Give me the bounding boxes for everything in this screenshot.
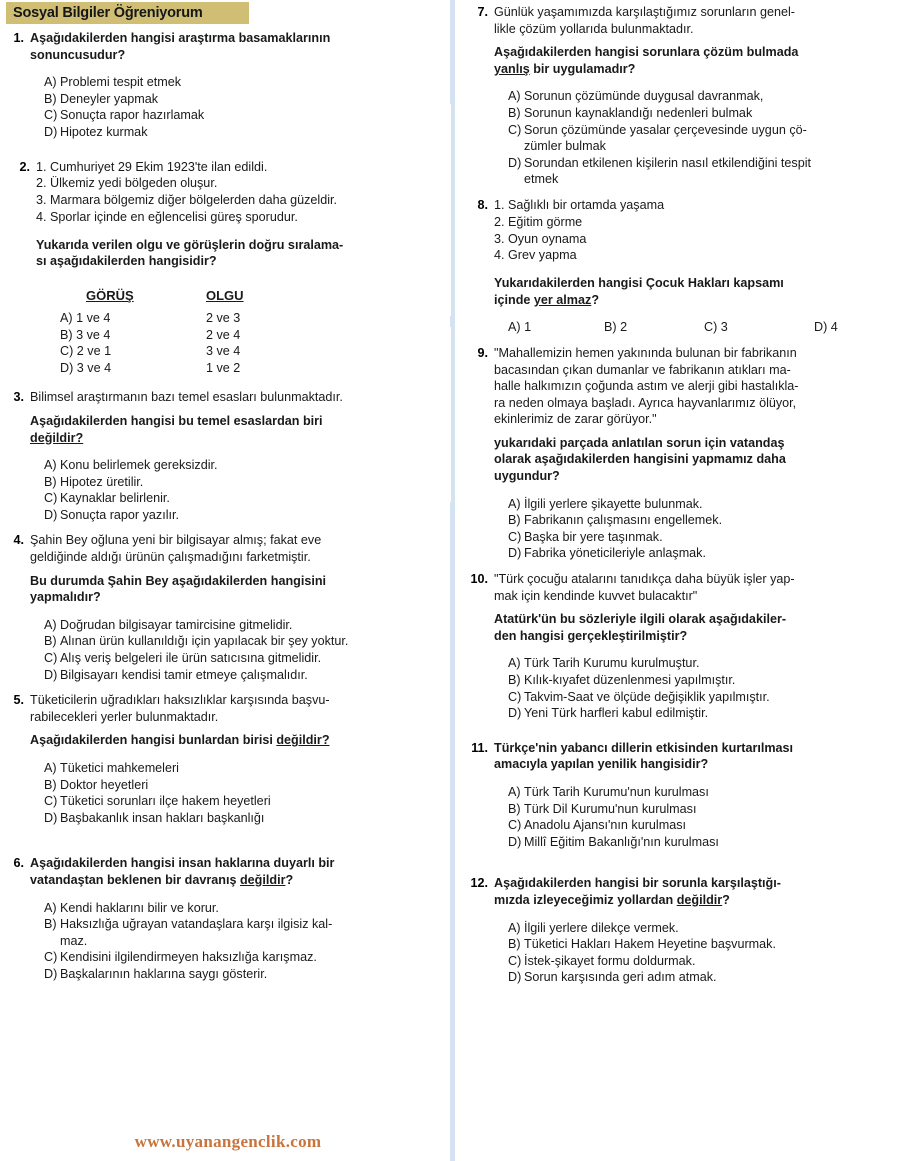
option-letter: A): [508, 656, 521, 671]
option-b[interactable]: [44, 916, 444, 933]
cell-value: 2 ve 3: [206, 310, 241, 325]
option-c[interactable]: [508, 953, 902, 970]
option-letter: B): [508, 673, 521, 687]
option-text: İstek-şikayet formu doldurmak.: [524, 953, 696, 968]
option-text: etmek: [524, 172, 559, 187]
column-divider-notch: [447, 104, 451, 316]
option-b[interactable]: [508, 936, 902, 953]
option-text: Fabrika yöneticileriyle anlaşmak.: [524, 546, 706, 561]
option-list: [30, 457, 444, 523]
option-letter: B): [44, 634, 57, 649]
question-number: 7.: [477, 5, 488, 19]
question-8: [462, 197, 902, 336]
option-letter: D): [44, 667, 58, 682]
option-text: Yeni Türk harfleri kabul edilmiştir.: [524, 706, 709, 721]
question-number: 8.: [477, 197, 488, 212]
option-a[interactable]: [44, 74, 444, 91]
table-row[interactable]: [60, 343, 444, 360]
column-header-olgu: OLGU: [206, 287, 244, 303]
option-a[interactable]: [44, 457, 444, 474]
option-d[interactable]: [44, 124, 444, 141]
list-item: 1. Cumhuriyet 29 Ekim 1923'te ilan edildi.: [36, 159, 268, 174]
option-b[interactable]: [508, 801, 902, 818]
question-stem-suffix: ?: [285, 872, 294, 887]
option-text: Sorun çözümünde yasalar çerçevesinde uygun çö-: [524, 122, 807, 137]
answer-table: [36, 286, 444, 376]
question-stem: sı aşağıdakilerden hangisidir?: [36, 254, 217, 269]
option-a[interactable]: [508, 496, 902, 513]
option-c[interactable]: C) 3: [704, 320, 728, 335]
question-stem-negation: değildir: [239, 872, 286, 887]
question-stem: [494, 61, 902, 78]
question-number: 3.: [13, 390, 24, 405]
site-watermark: www.uyanangenclik.com: [134, 1132, 322, 1151]
option-list-inline: [494, 319, 902, 336]
question-stem: olarak aşağıdakilerden hangisini yapmamız daha: [494, 452, 786, 467]
question-stem: yapmalıdır?: [30, 590, 101, 605]
option-d[interactable]: [44, 966, 444, 983]
option-c[interactable]: [44, 107, 444, 124]
numbered-item-list: [36, 159, 444, 226]
option-b-cont: [44, 933, 444, 950]
option-a[interactable]: A) 1: [508, 320, 532, 335]
option-a[interactable]: [508, 920, 902, 937]
question-intro: Şahin Bey oğluna yeni bir bilgisayar almış; fakat eve: [30, 533, 322, 548]
question-stem: Atatürk'ün bu sözleriyle ilgili olarak aşağıdakiler-: [494, 612, 787, 627]
option-letter: B): [508, 513, 521, 528]
cell-value: 2 ve 4: [206, 327, 241, 342]
option-text: zümler bulmak: [524, 139, 606, 154]
option-text: Deneyler yapmak: [60, 91, 158, 106]
passage-line: halle halkımızın çoğunda astım ve alerji gibi hastalıkla-: [494, 379, 799, 394]
option-c[interactable]: [44, 490, 444, 507]
option-c[interactable]: [508, 122, 902, 139]
question-9: [462, 345, 902, 562]
question-intro: likle çözüm yollarıda bulunmaktadır.: [494, 21, 694, 36]
option-letter: D): [508, 546, 522, 561]
option-text: Haksızlığa uğrayan vatandaşlara karşı ilgisiz kal-: [60, 917, 333, 932]
option-c[interactable]: [44, 793, 444, 810]
question-4: [4, 532, 444, 683]
option-list: [30, 900, 444, 983]
passage-line: mak için kendinde kuvvet bulacaktır": [494, 588, 698, 603]
option-text: Doktor heyetleri: [60, 777, 149, 792]
passage-line: bacasından çıkan dumanlar ve fabrikanın atıkları ma-: [494, 362, 791, 377]
option-letter: B): [508, 801, 521, 816]
option-text: Kaynaklar belirlenir.: [60, 491, 170, 506]
option-letter: B): [44, 917, 57, 932]
cell-option: A) 1 ve 4: [60, 310, 111, 325]
option-letter: D): [508, 970, 522, 985]
question-intro: rabilecekleri yerler bulunmaktadır.: [30, 709, 219, 724]
option-b[interactable]: [44, 474, 444, 491]
option-d[interactable]: [508, 155, 902, 172]
option-d[interactable]: D) 4: [814, 320, 838, 335]
option-letter: D): [508, 706, 522, 721]
option-c[interactable]: [44, 949, 444, 966]
option-b[interactable]: B) 2: [604, 320, 628, 335]
table-header-row: [60, 286, 444, 306]
question-stem: [30, 430, 444, 447]
option-d-cont: [508, 171, 902, 188]
option-text: Başkalarının haklarına saygı gösterir.: [60, 966, 268, 981]
option-letter: D): [44, 124, 58, 139]
option-list: [494, 496, 902, 562]
option-text: Hipotez üretilir.: [60, 474, 144, 489]
option-text: Tüketici Hakları Hakem Heyetine başvurmak.: [524, 937, 776, 952]
option-list: [494, 655, 902, 721]
left-column: [4, 0, 444, 985]
option-text: Türk Tarih Kurumu kurulmuştur.: [524, 656, 700, 671]
option-text: Sonuçta rapor yazılır.: [60, 507, 180, 522]
question-stem: Yukarıdakilerden hangisi Çocuk Hakları kapsamı: [494, 276, 784, 291]
question-stem-negation: değildir?: [30, 430, 84, 445]
option-letter: D): [44, 507, 58, 522]
question-number: 12.: [470, 876, 488, 891]
question-intro: Günlük yaşamımızda karşılaştığımız sorunların genel-: [494, 5, 795, 19]
option-text: Başbakanlık insan hakları başkanlığı: [60, 810, 265, 825]
option-b[interactable]: [508, 512, 902, 529]
question-stem: [30, 732, 444, 749]
option-list: [30, 74, 444, 140]
question-stem: Türkçe'nin yabancı dillerin etkisinden kurtarılması: [494, 740, 794, 755]
option-letter: B): [44, 91, 57, 106]
option-text: Konu belirlemek gereksizdir.: [60, 458, 218, 473]
option-letter: B): [508, 937, 521, 952]
option-text: Millî Eğitim Bakanlığı'nın kurulması: [524, 834, 719, 849]
question-stem-negation: değildir: [676, 892, 723, 907]
option-letter: B): [44, 474, 57, 489]
option-text: Başka bir yere taşınmak.: [524, 529, 663, 544]
question-stem: Aşağıdakilerden hangisi araştırma basamaklarının: [30, 31, 331, 45]
question-stem-negation: değildir?: [276, 733, 330, 748]
option-letter: A): [508, 784, 521, 799]
option-letter: C): [508, 529, 522, 544]
option-text: Sorunun kaynaklandığı nedenleri bulmak: [524, 105, 753, 120]
question-stem: Aşağıdakilerden hangisi insan haklarına duyarlı bir: [30, 856, 335, 871]
table-row[interactable]: [60, 360, 444, 377]
option-text: Tüketici sorunları ilçe hakem heyetleri: [60, 794, 271, 809]
option-text: Kendisini ilgilendirmeyen haksızlığa karışmaz.: [60, 950, 317, 965]
passage-line: ekinlerimiz de zarar görüyor.": [494, 412, 657, 427]
option-d[interactable]: [508, 545, 902, 562]
option-text: Doğrudan bilgisayar tamircisine gitmelidir.: [60, 617, 293, 632]
option-letter: A): [508, 920, 521, 935]
question-stem-suffix: ?: [591, 292, 600, 307]
question-stem: [494, 892, 902, 909]
option-d[interactable]: [44, 507, 444, 524]
cell-option: C) 2 ve 1: [60, 344, 112, 359]
footer: [0, 1132, 456, 1152]
passage-line: ra neden olmaya başladı. Ayrıca hayvanlarımız ölüyor,: [494, 395, 797, 410]
option-d[interactable]: [508, 705, 902, 722]
question-number: 1.: [13, 31, 24, 45]
question-1: [4, 30, 444, 141]
option-letter: C): [44, 651, 58, 666]
option-letter: C): [508, 689, 522, 704]
question-stem-negation: yanlış: [494, 61, 530, 76]
option-text: Fabrikanın çalışmasını engellemek.: [524, 513, 723, 528]
option-text: Tüketici mahkemeleri: [60, 761, 179, 775]
option-a[interactable]: [508, 655, 902, 672]
option-c[interactable]: [508, 529, 902, 546]
list-item: 3. Oyun oynama: [494, 231, 587, 246]
option-letter: C): [508, 818, 522, 833]
option-letter: C): [44, 794, 58, 809]
option-d[interactable]: [508, 834, 902, 851]
question-number: 9.: [477, 345, 488, 360]
option-b[interactable]: [44, 633, 444, 650]
option-letter: A): [44, 458, 57, 473]
question-stem: [494, 292, 902, 309]
option-text: İlgili yerlere şikayette bulunmak.: [524, 496, 703, 511]
numbered-item-list: [494, 197, 902, 264]
question-stem: Aşağıdakilerden hangisi sorunlara çözüm bulmada: [494, 45, 799, 60]
option-letter: B): [44, 777, 57, 792]
question-stem: Aşağıdakilerden hangisi bu temel esaslardan biri: [30, 413, 323, 428]
option-a[interactable]: [44, 617, 444, 634]
question-stem-negation: yer almaz: [533, 292, 592, 307]
question-stem-suffix: ?: [722, 892, 730, 907]
question-stem: amacıyla yapılan yenilik hangisidir?: [494, 757, 709, 772]
option-letter: B): [508, 105, 521, 120]
option-text: Problemi tespit etmek: [60, 75, 182, 90]
question-stem-text: içinde: [494, 292, 534, 307]
option-d[interactable]: [508, 969, 902, 986]
option-a[interactable]: [44, 900, 444, 917]
right-column: [462, 0, 902, 988]
list-item: 3. Marmara bölgemiz diğer bölgelerden daha güzeldir.: [36, 193, 338, 208]
question-stem: yukarıdaki parçada anlatılan sorun için vatandaş: [494, 435, 785, 450]
option-d[interactable]: [44, 667, 444, 684]
list-item: 2. Eğitim görme: [494, 214, 583, 229]
list-item: 2. Ülkemiz yedi bölgeden oluşur.: [36, 176, 218, 191]
option-text: Takvim-Saat ve ölçüde değişiklik yapılmıştır.: [524, 689, 770, 704]
question-stem: [30, 872, 444, 889]
option-b[interactable]: [508, 672, 902, 689]
option-a[interactable]: [44, 760, 444, 777]
list-item: 4. Sporlar içinde en eğlencelisi güreş sporudur.: [36, 209, 298, 224]
option-letter: A): [44, 75, 57, 90]
option-text: Sorunun çözümünde duygusal davranmak,: [524, 89, 764, 104]
option-text: maz.: [60, 933, 88, 948]
question-number: 5.: [13, 693, 24, 708]
option-text: Hipotez kurmak: [60, 124, 148, 139]
question-stem: Yukarıda verilen olgu ve görüşlerin doğru sıralama-: [36, 237, 344, 252]
question-number: 11.: [471, 740, 488, 755]
option-list: [30, 760, 444, 826]
option-list: [494, 784, 902, 850]
question-stem-text: Aşağıdakilerden hangisi bunlardan birisi: [30, 733, 277, 748]
option-letter: D): [508, 834, 522, 849]
question-stem-text: mızda izleyeceğimiz yollardan: [494, 892, 677, 907]
question-6: [4, 855, 444, 982]
option-c[interactable]: [508, 689, 902, 706]
column-divider-notch: [447, 327, 451, 502]
cell-value: 1 ve 2: [206, 360, 241, 375]
option-letter: C): [44, 108, 58, 123]
option-letter: A): [508, 496, 521, 511]
option-text: Sorundan etkilenen kişilerin nasıl etkilendiğini tespit: [524, 155, 812, 170]
option-letter: A): [508, 89, 521, 104]
option-text: Anadolu Ajansı'nın kurulması: [524, 818, 687, 833]
option-text: Alınan ürün kullanıldığı için yapılacak bir şey yoktur.: [60, 634, 349, 649]
option-text: İlgili yerlere dilekçe vermek.: [524, 920, 679, 935]
option-letter: A): [44, 900, 57, 915]
question-stem: uygundur?: [494, 469, 560, 484]
option-a[interactable]: [508, 784, 902, 801]
option-b[interactable]: [44, 777, 444, 794]
list-item: 1. Sağlıklı bir ortamda yaşama: [494, 197, 665, 212]
cell-value: 3 ve 4: [206, 344, 241, 359]
list-item: 4. Grev yapma: [494, 248, 577, 263]
option-letter: D): [508, 155, 522, 170]
option-text: Alış veriş belgeleri ile ürün satıcısına gitmelidir.: [60, 651, 322, 666]
question-stem-suffix: bir uygulamadır?: [529, 61, 636, 76]
option-text: Türk Dil Kurumu'nun kurulması: [524, 801, 697, 816]
passage-line: "Mahallemizin hemen yakınında bulunan bir fabrikanın: [494, 345, 797, 360]
option-letter: A): [44, 617, 57, 632]
option-d[interactable]: [44, 810, 444, 827]
question-stem: sonuncusudur?: [30, 47, 126, 62]
option-list: [494, 920, 902, 986]
option-c[interactable]: [508, 817, 902, 834]
option-text: Kendi haklarını bilir ve korur.: [60, 900, 219, 915]
question-10: [462, 571, 902, 722]
question-intro: geldiğinde aldığı ürünün çalışmadığını farketmiştir.: [30, 550, 311, 565]
question-stem: Bu durumda Şahin Bey aşağıdakilerden hangisini: [30, 573, 327, 588]
page-title: Sosyal Bilgiler Öğreniyorum: [13, 5, 203, 21]
cell-option: D) 3 ve 4: [60, 360, 112, 375]
option-letter: A): [44, 761, 57, 775]
option-letter: C): [508, 122, 522, 137]
question-intro: Bilimsel araştırmanın bazı temel esasları bulunmaktadır.: [30, 390, 343, 405]
option-letter: D): [44, 810, 58, 825]
question-number: 4.: [13, 533, 24, 548]
table-row[interactable]: [60, 310, 444, 327]
question-number: 10.: [470, 572, 488, 587]
question-stem: Aşağıdakilerden hangisi bir sorunla karşılaştığı-: [494, 876, 781, 891]
question-3: [4, 389, 444, 523]
question-2: [4, 159, 444, 377]
question-intro: Tüketicilerin uğradıkları haksızlıklar karşısında başvu-: [30, 693, 330, 708]
question-number: 2.: [19, 159, 30, 174]
option-list: [494, 88, 902, 188]
option-b[interactable]: [508, 105, 902, 122]
option-list: [30, 617, 444, 683]
option-text: Türk Tarih Kurumu'nun kurulması: [524, 784, 709, 799]
option-a[interactable]: [508, 88, 902, 105]
option-text: Bilgisayarı kendisi tamir etmeye çalışmalıdır.: [60, 667, 308, 682]
option-letter: C): [508, 953, 522, 968]
question-stem: den hangisi gerçekleştirilmiştir?: [494, 628, 688, 643]
option-letter: C): [44, 950, 58, 965]
question-7: [462, 4, 902, 188]
option-b[interactable]: [44, 91, 444, 108]
option-text: Kılık-kıyafet düzenlenmesi yapılmıştır.: [524, 673, 736, 687]
question-11: [462, 740, 902, 851]
option-letter: C): [44, 491, 58, 506]
cell-option: B) 3 ve 4: [60, 327, 111, 342]
question-5: [4, 692, 444, 826]
option-text: Sonuçta rapor hazırlamak: [60, 108, 205, 123]
option-c[interactable]: [44, 650, 444, 667]
option-letter: D): [44, 966, 58, 981]
question-stem-text: vatandaştan beklenen bir davranış: [30, 872, 240, 887]
question-12: [462, 875, 902, 986]
question-number: 6.: [13, 856, 24, 871]
option-c-cont: [508, 138, 902, 155]
passage-line: "Türk çocuğu atalarını tanıdıkça daha büyük işler yap-: [494, 572, 795, 587]
column-header-gorus: GÖRÜŞ: [86, 287, 134, 303]
table-row[interactable]: [60, 327, 444, 344]
option-text: Sorun karşısında geri adım atmak.: [524, 970, 717, 985]
